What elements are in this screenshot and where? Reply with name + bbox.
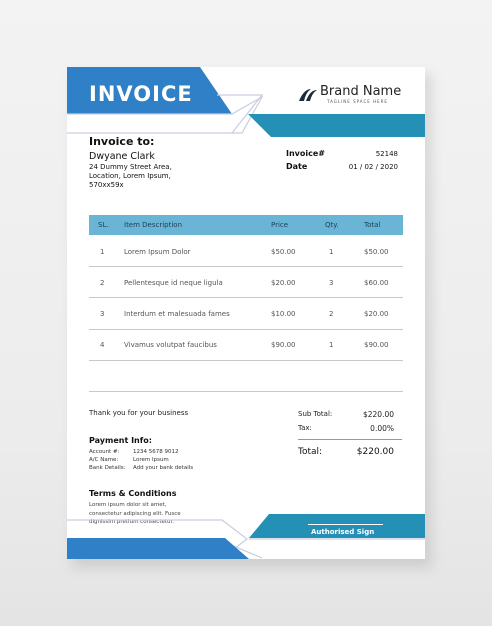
cell-sl: 4: [100, 341, 105, 349]
payment-field-value: Add your bank details: [133, 465, 194, 471]
col-header-sl: SL.: [98, 221, 109, 229]
payment-field-value: Lorem Ipsum: [133, 457, 169, 463]
row-divider: [89, 297, 403, 298]
cell-total: $60.00: [364, 279, 389, 287]
thank-you-note: Thank you for your business: [89, 409, 189, 417]
cell-total: $20.00: [364, 310, 389, 318]
brand-logo-icon: [298, 88, 318, 102]
authorised-sign-label: Authorised Sign: [311, 528, 375, 536]
tax-label: Tax:: [298, 424, 312, 432]
cell-total: $90.00: [364, 341, 389, 349]
client-address-line: 24 Dummy Street Area,: [89, 163, 172, 171]
cell-total: $50.00: [364, 248, 389, 256]
col-header-description: Item Description: [124, 221, 183, 229]
invoice-number-value: 52148: [375, 150, 398, 158]
cell-description: Lorem Ipsum Dolor: [124, 248, 191, 256]
table-end-divider: [89, 391, 403, 392]
payment-field-key: Bank Details:: [89, 465, 126, 471]
cell-sl: 1: [100, 248, 105, 256]
cell-qty: 1: [329, 341, 334, 349]
cell-sl: 3: [100, 310, 105, 318]
payment-field-key: Account #:: [89, 449, 120, 455]
footer-blue-band: [67, 538, 249, 559]
tax-value: 0.00%: [370, 424, 394, 433]
terms-line: consectetur adipiscing elit. Fusce: [89, 510, 181, 517]
payment-field-value: 1234 5678 9012: [133, 449, 179, 455]
client-name: Dwyane Clark: [89, 151, 155, 162]
terms-line: Lorem ipsum dolor sit amet,: [89, 502, 167, 508]
total-divider: [298, 439, 402, 440]
cell-description: Interdum et malesuada fames: [124, 310, 230, 318]
invoice-to-label: Invoice to:: [89, 135, 155, 148]
subtotal-label: Sub Total:: [298, 410, 333, 418]
subtotal-value: $220.00: [362, 410, 394, 419]
col-header-qty: Qty.: [325, 221, 339, 229]
total-value: $220.00: [356, 447, 394, 457]
header-teal-band: [248, 114, 425, 137]
cell-qty: 3: [329, 279, 334, 287]
terms-line: dignissim pretium consectetur.: [89, 519, 175, 525]
cell-price: $10.00: [271, 310, 296, 318]
cell-price: $90.00: [271, 341, 296, 349]
total-label: Total:: [298, 447, 323, 457]
cell-qty: 1: [329, 248, 334, 256]
cell-price: $20.00: [271, 279, 296, 287]
row-divider: [89, 329, 403, 330]
brand-name: Brand Name: [320, 84, 402, 99]
invoice-title: INVOICE: [89, 82, 193, 106]
client-address-line: Location, Lorem Ipsum,: [89, 172, 171, 180]
cell-qty: 2: [329, 310, 334, 318]
invoice-number-label: Invoice#: [286, 149, 325, 158]
cell-price: $50.00: [271, 248, 296, 256]
invoice-page: [67, 67, 425, 559]
row-divider: [89, 266, 403, 267]
table-header: [89, 215, 403, 235]
signature-line: [308, 524, 383, 525]
invoice-date-value: 01 / 02 / 2020: [348, 163, 398, 171]
invoice-date-label: Date: [286, 162, 308, 171]
col-header-total: Total: [364, 221, 381, 229]
terms-label: Terms & Conditions: [89, 489, 177, 498]
cell-description: Vivamus volutpat faucibus: [124, 341, 217, 349]
payment-info-label: Payment Info:: [89, 436, 152, 445]
client-address-line: 570xx59x: [89, 181, 124, 189]
cell-sl: 2: [100, 279, 105, 287]
col-header-price: Price: [271, 221, 289, 229]
row-divider: [89, 360, 403, 361]
payment-field-key: A/C Name:: [89, 457, 119, 463]
cell-description: Pellentesque id neque ligula: [124, 279, 223, 287]
brand-tagline: TAGLINE SPACE HERE: [327, 99, 388, 104]
